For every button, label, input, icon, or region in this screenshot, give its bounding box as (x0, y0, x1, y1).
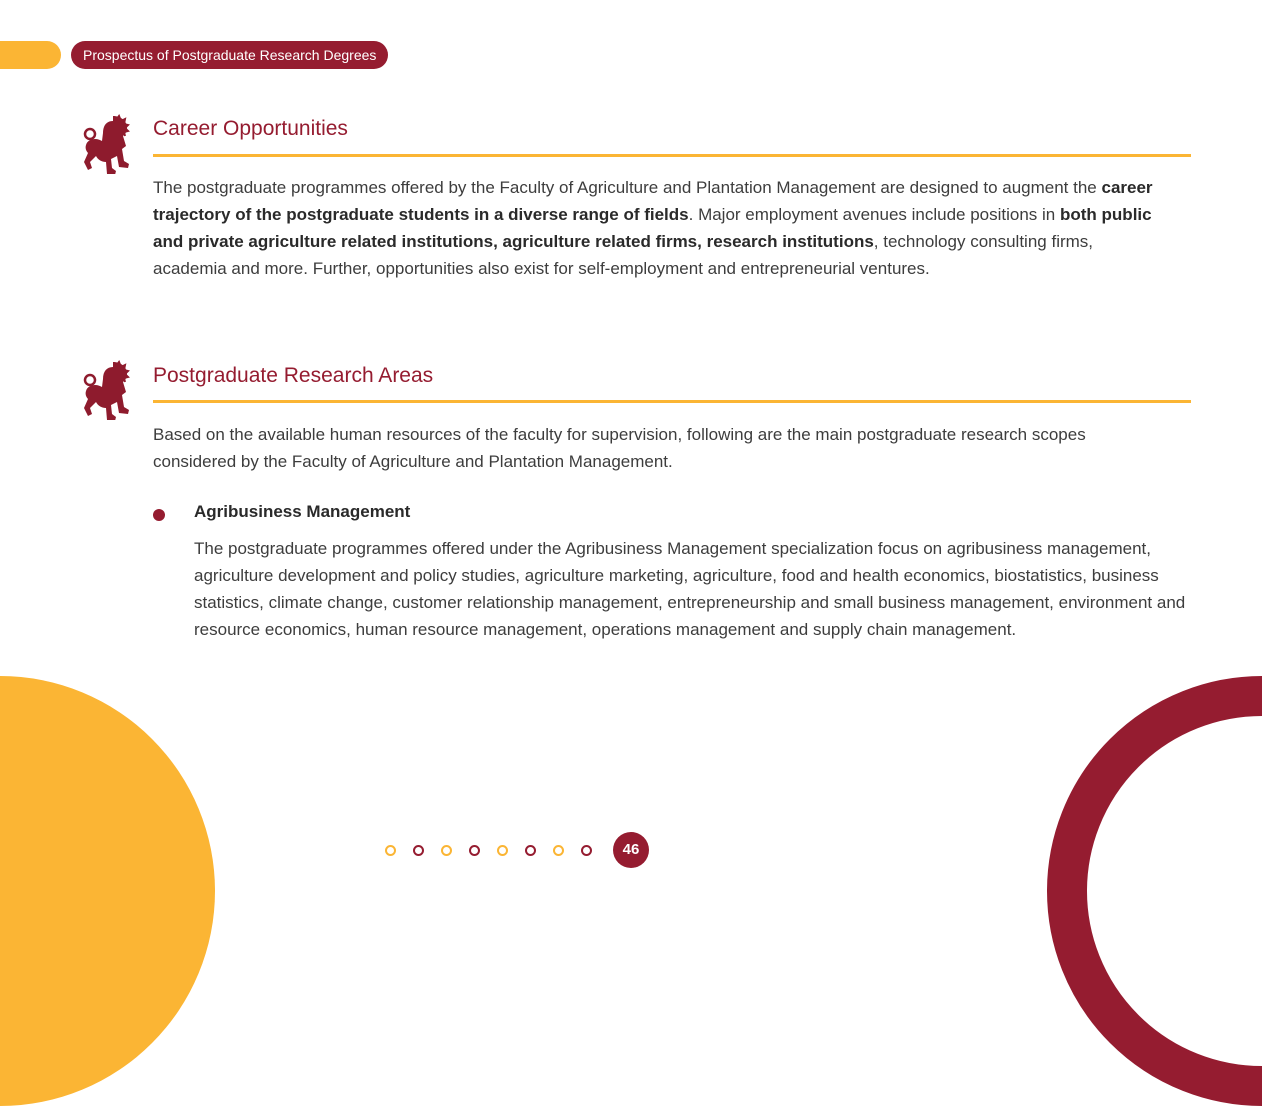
bullet-icon (153, 509, 165, 521)
header-tab-accent (0, 41, 61, 69)
decorative-yellow-circle (0, 676, 215, 1106)
lion-emblem-icon (73, 112, 135, 174)
paragraph-text: The postgraduate programmes offered by the Faculty of Agriculture and Plantation Management are designed to augment the (153, 178, 1102, 197)
emphasis-text: both public and private agriculture related institutions, agriculture related firms, research institutions (153, 205, 1152, 251)
page-number-badge: 46 (613, 832, 649, 868)
page-dot (469, 845, 480, 856)
page-dot (385, 845, 396, 856)
section-title-research-areas: Postgraduate Research Areas (153, 364, 434, 387)
paragraph-text: . Major employment avenues include positions in (688, 205, 1060, 224)
emphasis-text: career trajectory of the postgraduate students in a diverse range of fields (153, 178, 1153, 224)
section-divider (153, 154, 1191, 157)
page-dot (553, 845, 564, 856)
document-title-pill: Prospectus of Postgraduate Research Degrees (71, 41, 388, 69)
decorative-red-ring (1047, 676, 1262, 1106)
career-paragraph (153, 174, 1163, 282)
page-dot (525, 845, 536, 856)
lion-emblem-icon (73, 358, 135, 420)
page-dots (385, 842, 609, 858)
paragraph-text: , technology consulting firms, academia and more. Further, opportunities also exist for self-employment and entrepreneurial ventures. (153, 232, 1094, 278)
page-dot (441, 845, 452, 856)
page-dot (497, 845, 508, 856)
research-area-description: The postgraduate programmes offered under the Agribusiness Management specialization focus on agribusiness management, agriculture development and policy studies, agriculture marketing, agriculture, food and health economics, biostatistics, business statistics, climate change, customer relationship management, entrepreneurship and small business management, environment and resource economics, human resource management, operations management and supply chain management. (194, 539, 1186, 639)
section-title-career: Career Opportunities (153, 117, 348, 140)
research-areas-paragraph (153, 421, 1163, 475)
page-dot (413, 845, 424, 856)
page-dot (581, 845, 592, 856)
paragraph-text: Based on the available human resources of the faculty for supervision, following are the main postgraduate research scopes considered by the Faculty of Agriculture and Plantation Management. (153, 425, 1086, 471)
section-divider (153, 400, 1191, 403)
research-area-title: Agribusiness Management (194, 502, 411, 521)
